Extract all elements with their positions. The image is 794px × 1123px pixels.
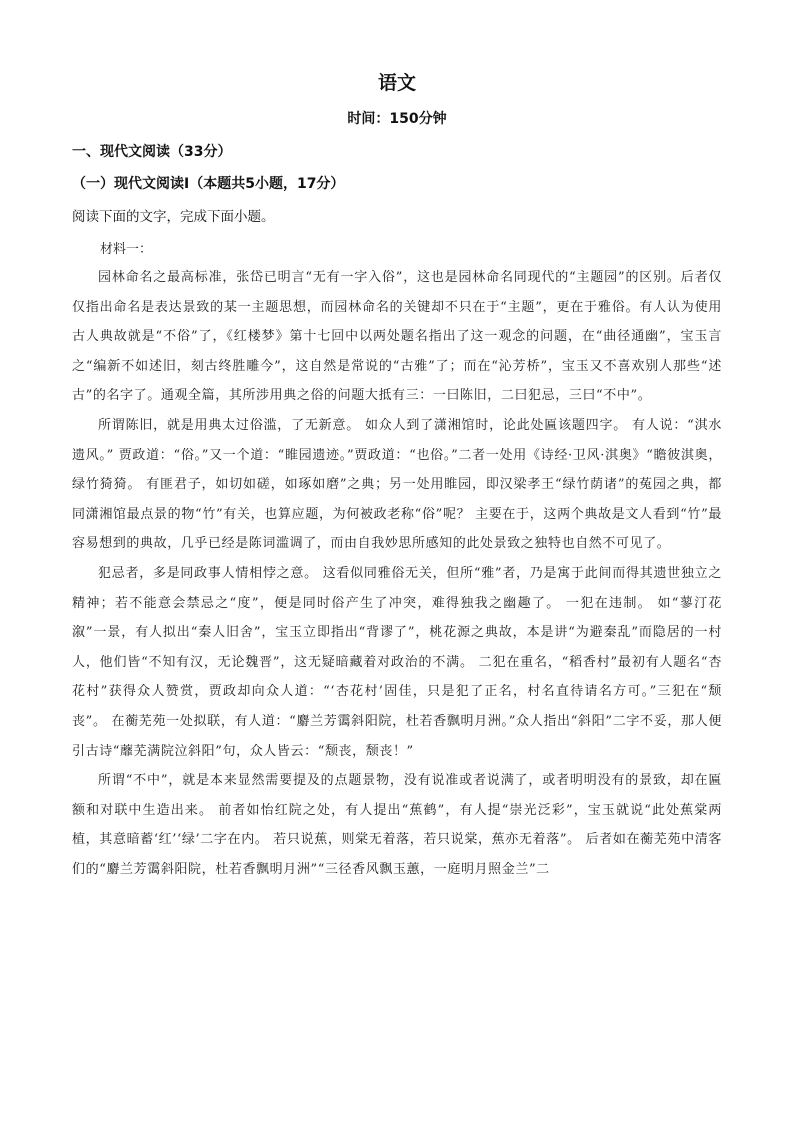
paragraph: 所谓陈旧，就是用典太过俗滥，了无新意。 如众人到了潇湘馆时，论此处匾该题四字。 有人说：“淇水遗风。” 贾政道：“俗。”又一个道：“睢园遗迹。”贾政道：“也俗。”二者一处用《诗经·卫风·淇奥》“瞻彼淇奥，绿竹猗猗。 有匪君子，如切如磋，如琢如磨”之典；另一处用睢园，即汉梁孝王“绿竹荫诸”的菟园之典，都同潇湘馆最点景的物“竹”有关，也算应题，为何被政老称“俗”呢？ 主要在于，这两个典故是文人看到“竹”最容易想到的典故，几乎已经是陈词滥调了，而由自我妙思所感知的此处景致之独特也自然不可见了。 — [72, 417, 722, 552]
passage-body — [72, 263, 722, 884]
exam-time: 时间：150分钟 — [347, 111, 447, 127]
subsection-heading: （一）现代文阅读Ⅰ（本题共5小题，17分） — [72, 176, 345, 192]
paragraph: 园林命名之最高标准，张岱已明言“无有一字入俗”，这也是园林命名同现代的“主题园”的区别。后者仅仅指出命名是表达景致的某一主题思想，而园林命名的关键却不只在于“主题”，更在于雅俗。有人认为使用古人典故就是“不俗”了，《红楼梦》第十七回中以两处题名指出了这一观念的问题，在“曲径通幽”，宝玉言之“编新不如述旧，刻古终胜雕今”，这自然是常说的“古雅”了；而在“沁芳桥”，宝玉又不喜欢别人那些“述古”的名字了。通观全篇，其所涉用典之俗的问题大抵有三：一曰陈旧，二曰犯忌，三曰“不中”。 — [72, 270, 722, 404]
instruction-text: 阅读下面的文字，完成下面小题。 — [72, 209, 275, 225]
document-title: 语文 — [377, 72, 416, 94]
paragraph: 所谓“不中”，就是本来显然需要提及的点题景物，没有说准或者说满了，或者明明没有的景致，却在匾额和对联中生造出来。 前者如怡红院之处，有人提出“蕉鹤”，有人提“崇光泛彩”，宝玉就说“此处蕉棠两植，其意暗蓄‘红’‘绿’二字在内。 若只说蕉，则棠无着落，若只说棠，蕉亦无着落”。 后者如在蘅芜苑中清客们的“麝兰芳霭斜阳院，杜若香飘明月洲”“三径香风飘玉蕙，一庭明月照金兰”二 — [72, 773, 722, 877]
material-label: 材料一： — [100, 242, 153, 257]
paragraph: 犯忌者，多是同政事人情相悖之意。 这看似同雅俗无关，但所“雅”者，乃是寓于此间而得其遗世独立之精神；若不能意会禁忌之“度”，便是同时俗产生了冲突，难得独我之幽趣了。 一犯在违制。 如“蓼汀花溆”一景，有人拟出“秦人旧舍”，宝玉立即指出“背谬了”，桃花源之典故，本是讲“为避秦乱”而隐居的一村人，他们皆“不知有汉，无论魏晋”，这无疑暗藏着对政治的不满。 二犯在重名，“稻香村”最初有人题名“杏花村”获得众人赞赏，贾政却向众人道：“‘杏花村’固佳，只是犯了正名，村名直待请名方可。”三犯在“颓丧”。 在蘅芜苑一处拟联，有人道：“麝兰芳霭斜阳院，杜若香飘明月洲。”众人指出“斜阳”二字不妥，那人便引古诗“蘼芜满院泣斜阳”句，众人皆云：“颓丧，颓丧！” — [72, 565, 722, 759]
section-heading: 一、现代文阅读（33分） — [72, 144, 232, 160]
